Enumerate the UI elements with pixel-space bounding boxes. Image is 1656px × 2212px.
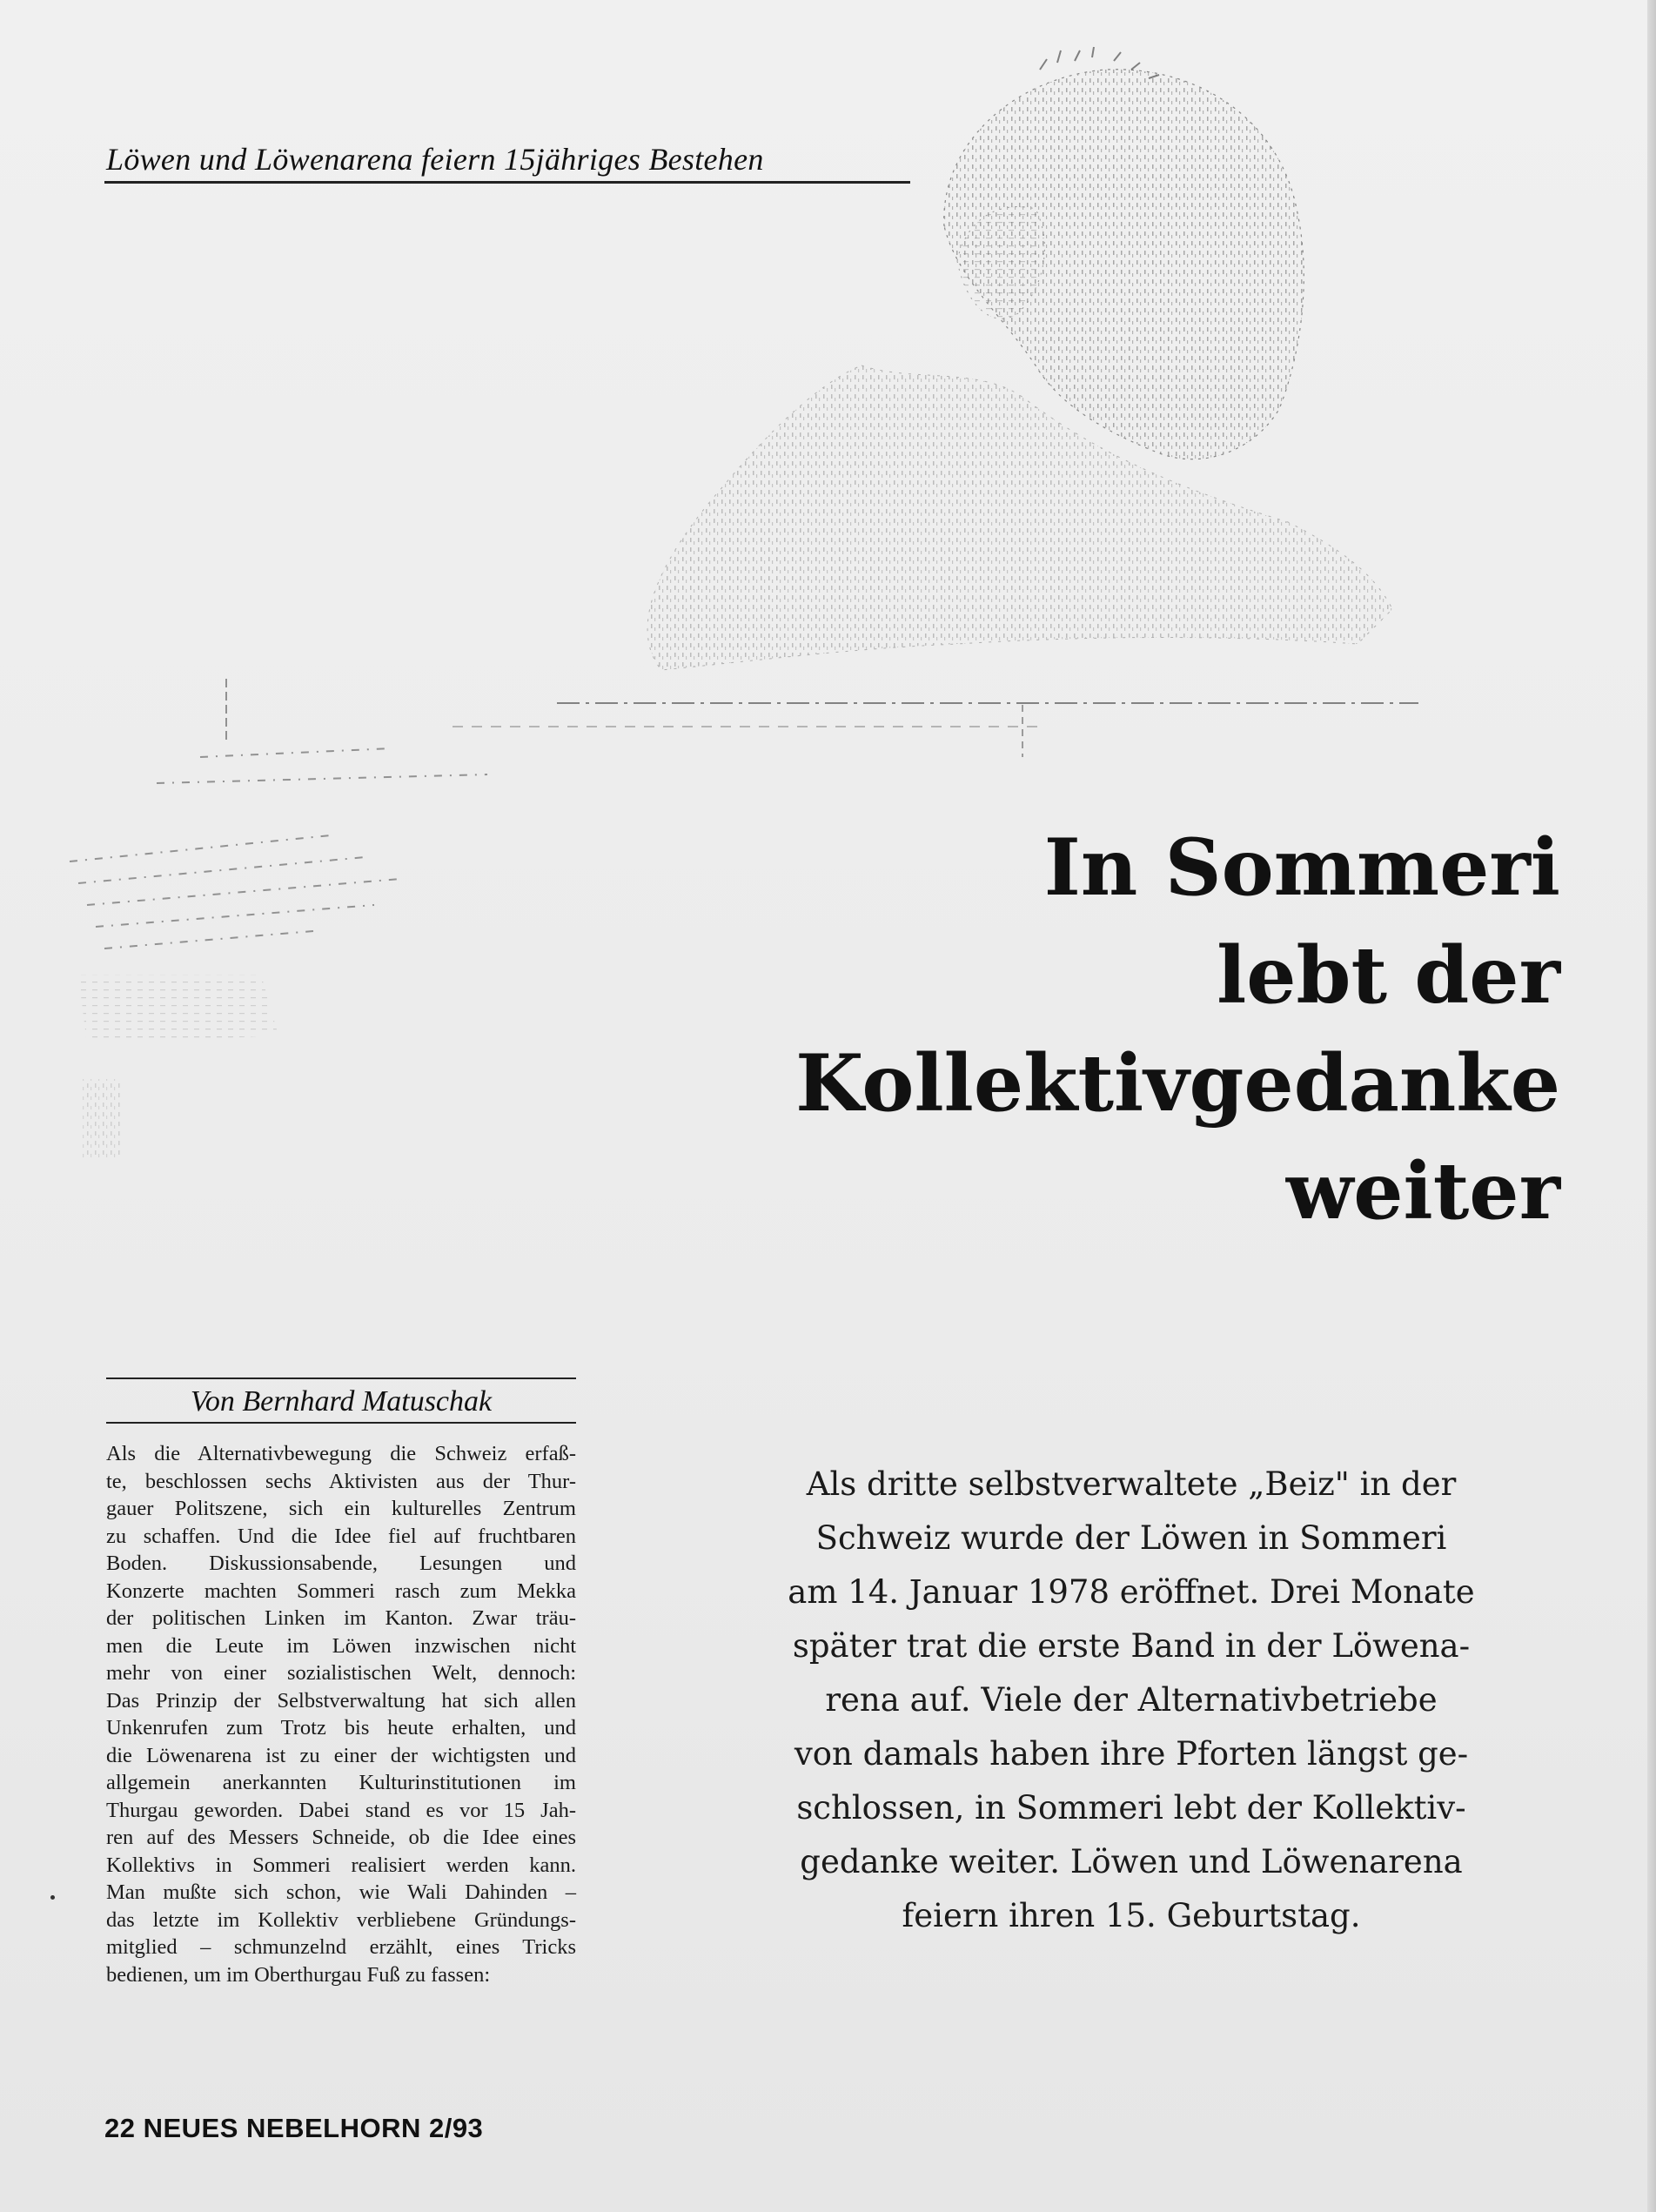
body-line: bedienen, um im Oberthurgau Fuß zu fassen:	[106, 1962, 491, 1987]
body-line: te, beschlossen sechs Aktivisten aus der Thur-	[106, 1469, 576, 1493]
body-line: ren auf des Messers Schneide, ob die Idee eines	[106, 1826, 576, 1849]
body-line: Als die Alternativbewegung die Schweiz erfaß-	[106, 1442, 576, 1465]
body-line: Man mußte sich schon, wie Wali Dahinden –	[106, 1880, 576, 1904]
lead-line: gedanke weiter. Löwen und Löwenarena	[800, 1843, 1463, 1880]
body-text-column	[106, 1440, 576, 1988]
kicker-underline	[104, 181, 910, 184]
body-line: das letzte im Kollektiv verbliebene Gründungs-	[106, 1907, 576, 1932]
stipple-left-2	[83, 1079, 122, 1157]
body-line: der politischen Linken im Kanton. Zwar träu-	[106, 1606, 576, 1630]
byline: Von Bernhard Matuschak	[190, 1385, 493, 1418]
headline-line: lebt der	[1217, 929, 1560, 1022]
body-line: Boden. Diskussionsabende, Lesungen und	[106, 1552, 576, 1575]
body-line: Konzerte machten Sommeri rasch zum Mekka	[106, 1579, 576, 1603]
headline-line: In Sommeri	[1043, 821, 1560, 914]
lead-line: Als dritte selbstverwaltete „Beiz" in der	[806, 1465, 1457, 1503]
lead-line: von damals haben ihre Pforten längst ge-	[794, 1735, 1469, 1773]
body-line: allgemein anerkannten Kulturinstitutionen im	[106, 1771, 576, 1794]
stipple-lower-left	[78, 975, 278, 1044]
print-speck	[50, 1895, 55, 1900]
byline-rule-top	[106, 1377, 576, 1379]
body-line: die Löwenarena ist zu einer der wichtigsten und	[106, 1743, 576, 1767]
lead-line: später trat die erste Band in der Löwena-	[792, 1627, 1471, 1665]
body-line: Kollektivs in Sommeri realisiert werden kann.	[106, 1853, 576, 1877]
body-line: mehr von einer sozialistischen Welt, dennoch:	[106, 1661, 576, 1685]
body-line: zu schaffen. Und die Idee fiel auf fruchtbaren	[106, 1524, 576, 1548]
byline-rule-bottom	[106, 1422, 576, 1424]
lead-line: Schweiz wurde der Löwen in Sommeri	[815, 1519, 1447, 1557]
lead-paragraph	[766, 1458, 1497, 1943]
lion-body	[647, 365, 1392, 670]
body-line: Das Prinzip der Selbstverwaltung hat sich allen	[106, 1688, 576, 1713]
body-line: Unkenrufen zum Trotz bis heute erhalten, und	[106, 1716, 576, 1739]
lead-line: schlossen, in Sommeri lebt der Kollektiv-	[796, 1789, 1466, 1827]
lead-line: feiern ihren 15. Geburtstag.	[902, 1897, 1361, 1934]
headline	[603, 814, 1560, 1245]
body-line: mitglied – schmunzelnd erzählt, eines Tricks	[106, 1935, 576, 1959]
kicker-title: Löwen und Löwenarena feiern 15jähriges Bestehen	[106, 142, 764, 177]
headline-line: weiter	[1285, 1145, 1560, 1237]
steps-lines	[70, 748, 487, 948]
lead-line: am 14. Januar 1978 eröffnet. Drei Monate	[788, 1573, 1475, 1611]
headline-line: Kollektivgedanke	[795, 1037, 1560, 1129]
page-footer: 22 NEUES NEBELHORN 2/93	[104, 2113, 484, 2143]
body-line: gauer Politszene, sich ein kulturelles Zentrum	[106, 1497, 576, 1520]
body-line: men die Leute im Löwen inzwischen nicht	[106, 1633, 576, 1658]
body-line: Thurgau geworden. Dabei stand es vor 15 Jah-	[106, 1798, 576, 1822]
lead-line: rena auf. Viele der Alternativbetriebe	[825, 1681, 1438, 1719]
